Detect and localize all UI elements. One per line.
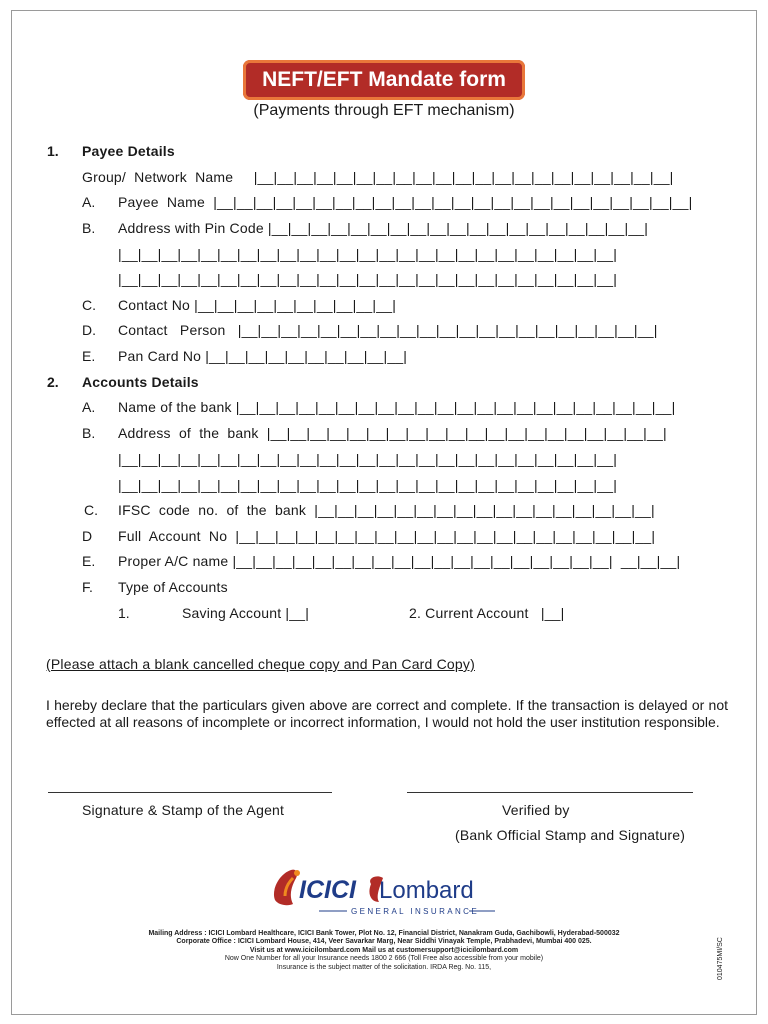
agent-signature-label: Signature & Stamp of the Agent <box>82 802 285 818</box>
contact-no-field[interactable]: Contact No |__|__|__|__|__|__|__|__|__|__| <box>118 297 397 313</box>
bank-address-field-line3[interactable]: |__|__|__|__|__|__|__|__|__|__|__|__|__|__|__|__|__|__|__|__|__|__|__|__|__| <box>118 477 618 493</box>
bank-name-letter: A. <box>82 399 96 415</box>
ifsc-letter: C. <box>84 502 98 518</box>
footer-corporate-office: Corporate Office : ICICI Lombard House, 414, Veer Savarkar Marg, Near Siddhi Vinayak Temple, Prabhadevi, Mumbai 400 025. <box>176 938 592 945</box>
footer-tollfree: Now One Number for all your Insurance needs 1800 2 666 (Toll Free also accessible from your mobile) <box>224 955 544 962</box>
group-network-name-field[interactable]: Group/ Network Name |__|__|__|__|__|__|__|__|__|__|__|__|__|__|__|__|__|__|__|__|__| <box>82 169 674 185</box>
ifsc-field[interactable]: IFSC code no. of the bank |__|__|__|__|__|__|__|__|__|__|__|__|__|__|__|__|__| <box>118 502 655 518</box>
page-title: NEFT/EFT Mandate form <box>243 60 525 100</box>
logo-mark-icon <box>267 864 501 920</box>
contact-person-field[interactable]: Contact Person |__|__|__|__|__|__|__|__|__|__|__|__|__|__|__|__|__|__|__|__|__| <box>118 322 658 338</box>
bank-address-letter: B. <box>82 425 96 441</box>
verified-by-label: Verified by <box>502 802 570 818</box>
saving-account-checkbox[interactable]: Saving Account |__| <box>182 605 310 621</box>
page-subtitle: (Payments through EFT mechanism) <box>253 102 515 119</box>
current-account-checkbox[interactable]: 2. Current Account |__| <box>409 605 565 621</box>
account-no-letter: D <box>82 528 93 544</box>
section2-number: 2. <box>47 374 59 390</box>
account-type-letter: F. <box>82 579 93 595</box>
icici-lombard-logo <box>267 864 501 920</box>
agent-signature-line[interactable] <box>48 792 332 793</box>
logo-brand-b: Lombard <box>379 877 474 904</box>
account-type-label: Type of Accounts <box>118 579 228 595</box>
pan-card-letter: E. <box>82 348 96 364</box>
bank-name-field[interactable]: Name of the bank |__|__|__|__|__|__|__|__|__|__|__|__|__|__|__|__|__|__|__|__|__|__| <box>118 399 676 415</box>
contact-person-letter: D. <box>82 322 96 338</box>
payee-name-field[interactable]: Payee Name |__|__|__|__|__|__|__|__|__|__|__|__|__|__|__|__|__|__|__|__|__|__|__|__| <box>118 194 693 210</box>
pan-card-field[interactable]: Pan Card No |__|__|__|__|__|__|__|__|__|__| <box>118 348 408 364</box>
ac-name-letter: E. <box>82 553 96 569</box>
address-field-line2[interactable]: |__|__|__|__|__|__|__|__|__|__|__|__|__|__|__|__|__|__|__|__|__|__|__|__|__| <box>118 246 618 262</box>
address-letter: B. <box>82 220 96 236</box>
logo-brand-a: ICICI <box>299 876 356 904</box>
address-field[interactable]: Address with Pin Code |__|__|__|__|__|__|__|__|__|__|__|__|__|__|__|__|__|__|__| <box>118 220 649 236</box>
payee-name-letter: A. <box>82 194 96 210</box>
contact-no-letter: C. <box>82 297 96 313</box>
footer-irda: Insurance is the subject matter of the solicitation. IRDA Reg. No. 115, <box>276 964 492 971</box>
account-no-field[interactable]: Full Account No |__|__|__|__|__|__|__|__|__|__|__|__|__|__|__|__|__|__|__|__|__| <box>118 528 656 544</box>
attach-note: (Please attach a blank cancelled cheque copy and Pan Card Copy) <box>46 656 475 672</box>
section1-title: Payee Details <box>82 143 175 159</box>
bank-signature-line[interactable] <box>407 792 693 793</box>
form-code: 010475MI/SC <box>717 937 724 980</box>
section2-title: Accounts Details <box>82 374 199 390</box>
footer-mailing-address: Mailing Address : ICICI Lombard Healthcare, ICICI Bank Tower, Plot No. 12, Financial District, Nanakram Guda, Gachibowli, Hyderabad-500032 <box>148 930 620 937</box>
bank-address-field-line2[interactable]: |__|__|__|__|__|__|__|__|__|__|__|__|__|__|__|__|__|__|__|__|__|__|__|__|__| <box>118 451 618 467</box>
bank-address-field[interactable]: Address of the bank |__|__|__|__|__|__|__|__|__|__|__|__|__|__|__|__|__|__|__|__| <box>118 425 667 441</box>
section1-number: 1. <box>47 143 59 159</box>
ac-name-field[interactable]: Proper A/C name |__|__|__|__|__|__|__|__|__|__|__|__|__|__|__|__|__|__|__| __|__|__| <box>118 553 681 569</box>
address-field-line3[interactable]: |__|__|__|__|__|__|__|__|__|__|__|__|__|__|__|__|__|__|__|__|__|__|__|__|__| <box>118 271 618 287</box>
footer-website[interactable]: Visit us at www.icicilombard.com Mail us at customersupport@icicilombard.com <box>249 947 519 954</box>
declaration-text: I hereby declare that the particulars given above are correct and complete. If the transaction is delayed or not effected at all reasons of incomplete or incorrect information, I would not hold the user institution responsible. <box>46 697 728 730</box>
bank-stamp-label: (Bank Official Stamp and Signature) <box>455 827 686 843</box>
saving-option-number: 1. <box>118 605 130 621</box>
logo-tagline: GENERAL INSURANCE <box>351 907 480 916</box>
